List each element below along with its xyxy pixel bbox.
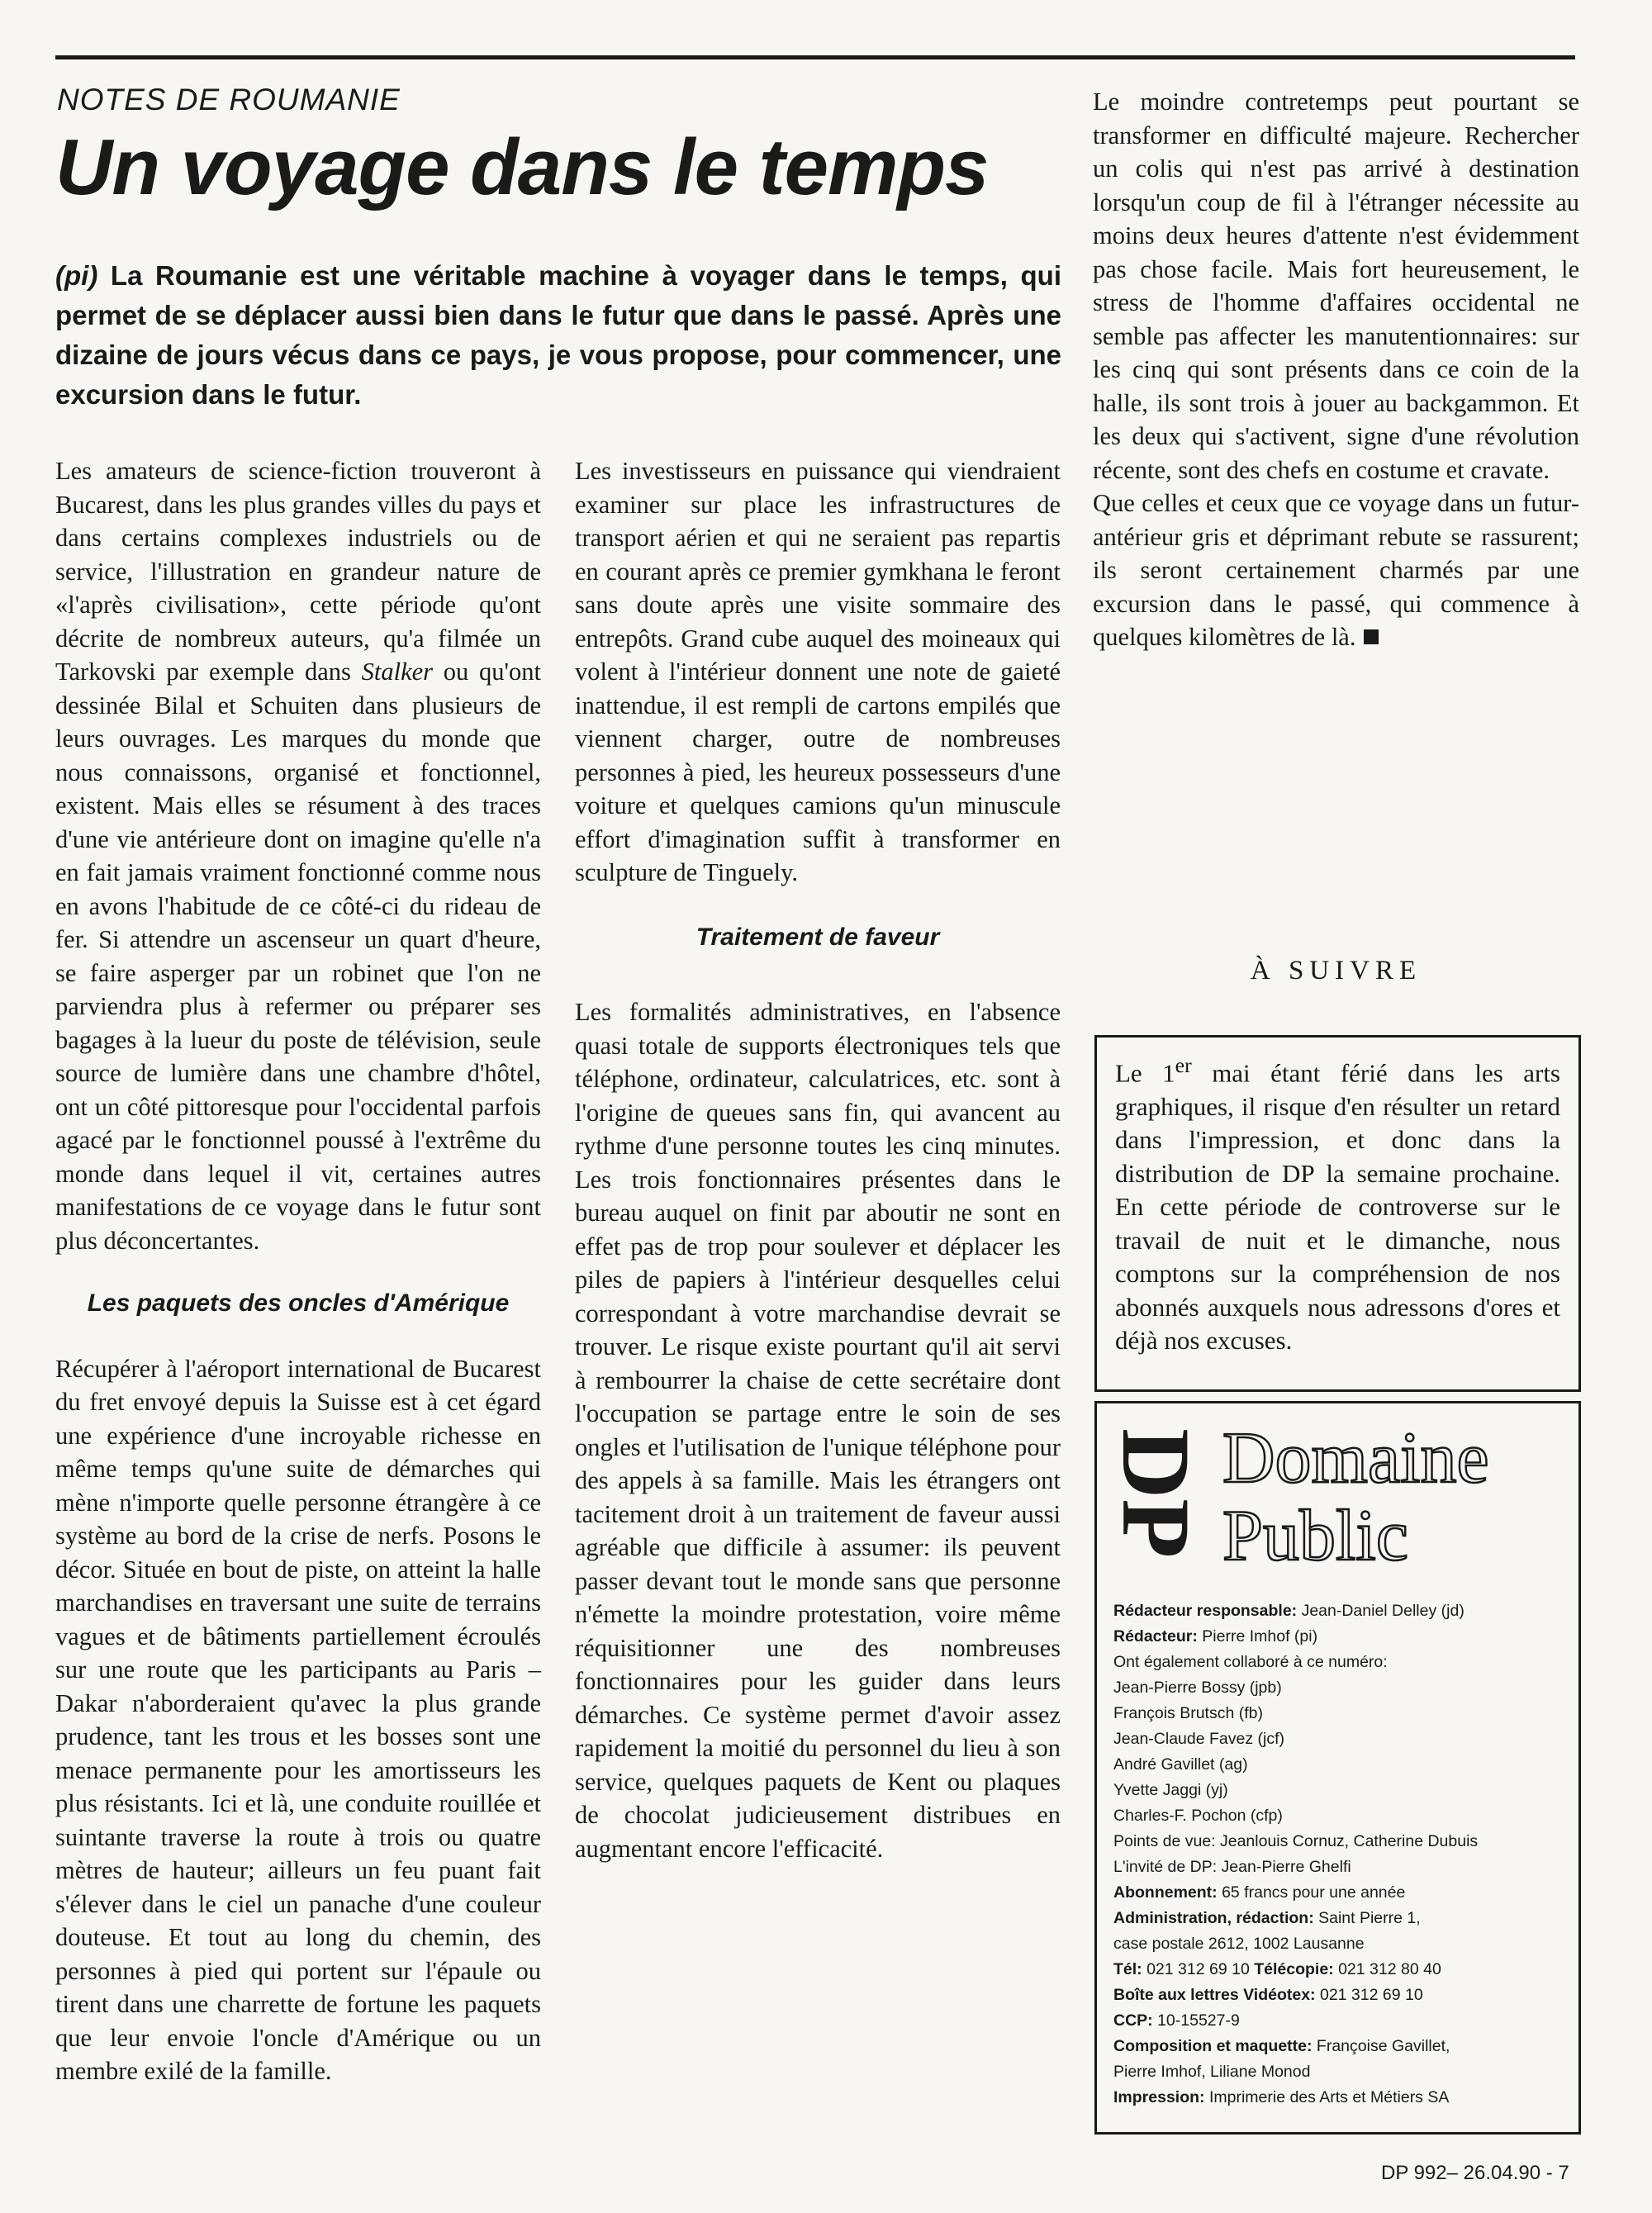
- article-column-2: [575, 454, 1061, 1865]
- body-paragraph-3: Les investisseurs en puissance qui viendraient examiner sur place les infrastructures de transport aérien et qui ne seraient pas repartis en courant après ce premier gymkhana le feront sans doute après une visite sommaire des entrepôts. Grand cube auquel des moineaux qui volent à l'intérieur donnent une note de gaieté inattendue, il est rempli de cartons empilés que viennent charger, outre de nombreuses personnes à pied, les heureux possesseurs d'une voiture et quelques camions qu'un minuscule effort d'imagination suffit à transformer en sculpture de Tinguely.: [575, 457, 1061, 886]
- lead-text: La Roumanie est une véritable machine à voyager dans le temps, qui permet de se déplacer aussi bien dans le futur que dans le passé. Après une dizaine de jours vécus dans ce pays, je vous propose, pour commencer, une excursion dans le futur.: [55, 260, 1061, 410]
- article-column-1: [55, 454, 541, 2088]
- masthead-credits: [1113, 1598, 1576, 2111]
- notice-text-start: Le 1: [1115, 1058, 1175, 1088]
- credit-line: Composition et maquette: Françoise Gavillet,: [1113, 2037, 1450, 2055]
- credit-line: Administration, rédaction: Saint Pierre 1,: [1113, 1909, 1421, 1927]
- section-kicker: NOTES DE ROUMANIE: [57, 83, 401, 116]
- body-paragraph-1-part-b: ou qu'ont dessinée Bilal et Schuiten dans plusieurs de leurs ouvrages. Les marques du monde que nous connaissons, organisé et fonctionnel, existent. Mais elles se résument à des traces d'une vie antérieure dont on imagine qu'elle n'a en fait jamais vraiment fonctionné comme nous en avons l'habitude de ce côté-ci du rideau de fer. Si attendre un ascenseur un quart d'heure, se faire asperger par un robinet que l'on ne parviendra plus à refermer ou préparer ses bagages à la lueur du poste de télévision, seule source de lumière dans une chambre d'hôtel, ont un côté pittoresque pour l'occidental parfois agacé par le fonctionnel poussé à l'extrême du monde dans lequel il vit, certaines autres manifestations de ce voyage dans le futur sont plus déconcertantes.: [55, 658, 541, 1255]
- credit-line: Boîte aux lettres Vidéotex: 021 312 69 10: [1113, 1986, 1423, 2004]
- credit-line: Jean-Pierre Bossy (jpb): [1113, 1679, 1282, 1697]
- masthead-title: [1222, 1420, 1489, 1575]
- credit-line: Charles-F. Pochon (cfp): [1113, 1807, 1283, 1825]
- body-paragraph-1: [55, 454, 541, 1257]
- body-paragraph-6-text: Que celles et ceux que ce voyage dans un futur-antérieur gris et déprimant rebute se rassurent; ils seront certainement charmés par une excursion dans le passé, qui commence à quelques kilomètres de là.: [1093, 489, 1579, 651]
- top-rule: [55, 55, 1575, 59]
- body-paragraph-1-part-a: Les amateurs de science-fiction trouveront à Bucarest, dans les plus grandes villes du pays et dans certains complexes industriels ou de service, l'illustration en grandeur nature de «l'après civilisation», cette période qu'ont décrite de nombreux auteurs, qu'a filmée un Tarkovski par exemple dans: [55, 457, 541, 686]
- credit-line: L'invité de DP: Jean-Pierre Ghelfi: [1113, 1858, 1351, 1876]
- body-paragraph-2: Récupérer à l'aéroport international de Bucarest du fret envoyé depuis la Suisse est à cet égard une expérience d'une incroyable richesse en même temps qu'une suite de démarches qui mène n'importe quelle personne étrangère à ce système au bord de la crise de nerfs. Posons le décor. Située en bout de piste, on atteint la halle marchandises en traversant une suite de terrains vagues et de bâtiments partiellement écroulés sur une route que les participants au Paris – Dakar n'aborderaient qu'avec la plus grande prudence, tant les trous et les bosses sont une menace permanente pour les amortisseurs les plus résistants. Ici et là, une conduite rouillée et suintante traverse la route à trois ou quatre mètres de hauteur; ailleurs un feu puant fait s'élever dans le ciel un panache d'une couleur douteuse. Et tout au long du chemin, des personnes à pied qui portent sur l'épaule ou tirent dans une charrette de fortune les paquets que leur envoie l'oncle d'Amérique ou un membre exilé de la famille.: [55, 1354, 541, 2085]
- masthead-title-line-2: Public: [1222, 1496, 1408, 1576]
- credit-line: Rédacteur responsable: Jean-Daniel Delley (jd): [1113, 1602, 1464, 1620]
- body-paragraph-6: [1093, 487, 1579, 654]
- subheading-traitement: Traitement de faveur: [695, 923, 940, 951]
- notice-box: [1094, 1035, 1581, 1392]
- credit-line: case postale 2612, 1002 Lausanne: [1113, 1935, 1365, 1953]
- notice-superscript: er: [1175, 1053, 1192, 1077]
- masthead-title-line-1: Domaine: [1222, 1418, 1489, 1498]
- film-title: Stalker: [361, 658, 434, 686]
- credit-line: Ont également collaboré à ce numéro:: [1113, 1653, 1388, 1671]
- credit-line: CCP: 10-15527-9: [1113, 2011, 1240, 2030]
- body-paragraph-4: Les formalités administratives, en l'absence quasi totale de supports électroniques tels que téléphone, ordinateur, calculatrices, etc. sont à l'origine de queues sans fin, qui avancent au rythme d'une personne toutes les cinq minutes. Les trois fonctionnaires présentes dans le bureau auquel on finit par aboutir ne sont en effet pas de trop pour soulever et déplacer les piles de papiers à l'intérieur desquelles celui correspondant à votre marchandise devrait se trouver. Le risque existe pourtant qu'il ait servi à rembourrer la chaise de cette secrétaire dont l'occupation se partage entre le soin de ses ongles et l'utilisation de l'unique téléphone pour des appels à sa famille. Mais les étrangers ont tacitement droit à un traitement de faveur aussi agréable que difficile à assumer: ils peuvent passer devant tout le monde sans que personne n'émette la moindre protestation, voire même réquisitionner une des nombreuses fonctionnaires pour les guider dans leurs démarches. Ce système permet d'avoir assez rapidement la moitié du personnel du lieu à son service, quelques paquets de Kent ou plaques de chocolat judicieusement distribues en augmentant encore l'efficacité.: [575, 998, 1061, 1863]
- credit-line: Points de vue: Jeanlouis Cornuz, Catherine Dubuis: [1113, 1832, 1479, 1850]
- credit-line: Tél: 021 312 69 10 Télécopie: 021 312 80 40: [1113, 1960, 1441, 1978]
- fax-value: 021 312 80 40: [1333, 1960, 1441, 1978]
- to-be-continued: À SUIVRE: [1250, 956, 1422, 985]
- credit-line: Pierre Imhof, Liliane Monod: [1113, 2063, 1311, 2081]
- fax-label: Télécopie:: [1254, 1960, 1334, 1978]
- credit-line: André Gavillet (ag): [1113, 1755, 1248, 1774]
- subheading-paquets: Les paquets des oncles d'Amérique: [87, 1289, 510, 1317]
- author-initials: (pi): [55, 260, 98, 291]
- article-headline: Un voyage dans le temps: [55, 123, 989, 211]
- dp-logo-text: DP: [1102, 1428, 1210, 1559]
- credit-line: Impression: Imprimerie des Arts et Métiers SA: [1113, 2088, 1450, 2106]
- article-lead: [55, 256, 1061, 415]
- credit-line: Yvette Jaggi (yj): [1113, 1781, 1228, 1799]
- body-paragraph-5: Le moindre contretemps peut pourtant se transformer en difficulté majeure. Rechercher un colis qui n'est pas arrivé à destination lorsqu'un coup de fil à l'étranger nécessite au moins deux heures d'attente n'est évidemment pas chose facile. Mais fort heureusement, le stress de l'homme d'affaires occidental ne semble pas affecter les manutentionnaires: sur les cinq qui sont présents dans ce coin de la halle, ils sont trois à jouer au backgammon. Et les deux qui s'activent, signe d'une révolution récente, sont des chefs en costume et cravate.: [1093, 88, 1579, 484]
- masthead-box: [1094, 1401, 1581, 2135]
- credit-line: Jean-Claude Favez (jcf): [1113, 1730, 1284, 1748]
- notice-text: mai étant férié dans les arts graphiques, il risque d'en résulter un retard dans l'impression, et donc dans la distribution de DP la semaine prochaine. En cette période de controverse sur le travail de nuit et le dimanche, nous comptons sur la compréhension de nos abonnés auxquels nous adressons d'ores et déjà nos excuses.: [1115, 1058, 1560, 1356]
- dp-logo: [1102, 1427, 1210, 1567]
- credit-line: Rédacteur: Pierre Imhof (pi): [1113, 1627, 1318, 1646]
- credit-line: Abonnement: 65 francs pour une année: [1113, 1883, 1406, 1902]
- page-folio: DP 992– 26.04.90 - 7: [1381, 2162, 1569, 2184]
- article-column-3: [1093, 85, 1579, 654]
- end-of-article-mark: [1364, 629, 1379, 644]
- credit-line: François Brutsch (fb): [1113, 1704, 1263, 1722]
